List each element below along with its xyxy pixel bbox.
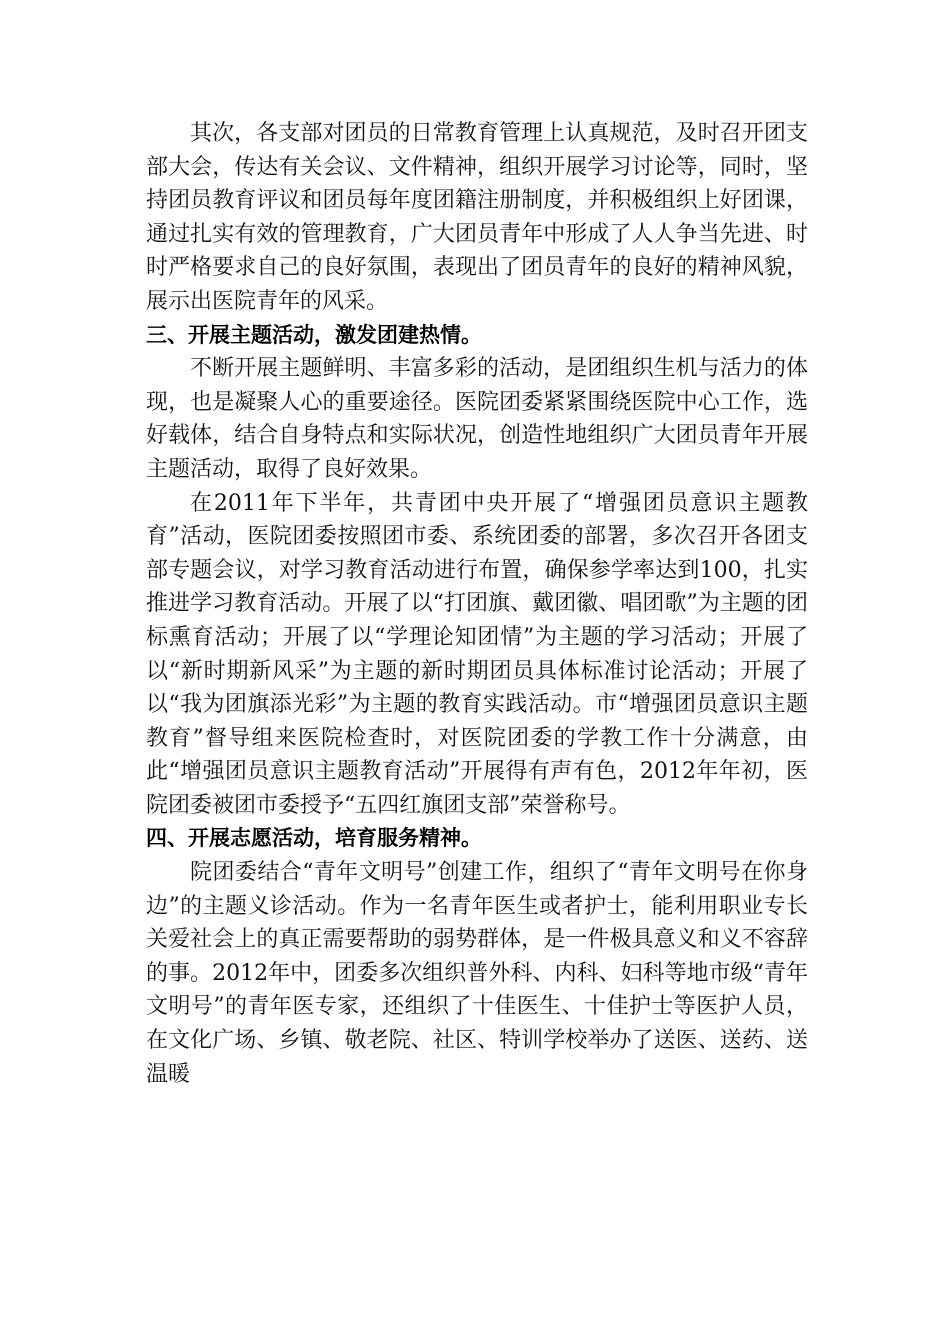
paragraph-2011-education: 在2011年下半年，共青团中央开展了“增强团员意识主题教育”活动，医院团委按照团市委、系统团委的部署，多次召开各团支部专题会议，对学习教育活动进行布置，确保参学率达到100，扎实推进学习教育活动。开展了以“打团旗、戴团徽、唱团歌”为主题的团标熏育活动；开展了以“学理论知团情”为主题的学习活动；开展了以“新时期新风采”为主题的新时期团员具体标准讨论活动；开展了以“我为团旗添光彩”为主题的教育实践活动。市“增强团员意识主题教育”督导组来医院检查时，对医院团委的学教工作十分满意，由此“增强团员意识主题教育活动”开展得有声有色，2012年年初，医院团委被团市委授予“五四红旗团支部”荣誉称号。 — [146, 490, 808, 818]
document-body — [146, 117, 808, 1091]
paragraph-volunteer: 院团委结合“青年文明号”创建工作，组织了“青年文明号在你身边”的主题义诊活动。作为一名青年医生或者护士，能利用职业专长关爱社会上的真正需要帮助的弱势群体，是一件极具意义和义不容辞的事。2012年中，团委多次组织普外科、内科、妇科等地市级“青年文明号”的青年医专家，还组织了十佳医生、十佳护士等医护人员，在文化广场、乡镇、敬老院、社区、特训学校举办了送医、送药、送温暖 — [146, 860, 808, 1087]
paragraph-management: 其次，各支部对团员的日常教育管理上认真规范，及时召开团支部大会，传达有关会议、文件精神，组织开展学习讨论等，同时，坚持团员教育评议和团员每年度团籍注册制度，并积极组织上好团课，通过扎实有效的管理教育，广大团员青年中形成了人人争当先进、时时严格要求自己的良好氛围，表现出了团员青年的良好的精神风貌，展示出医院青年的风采。 — [146, 121, 808, 314]
paragraph-theme-activities: 不断开展主题鲜明、丰富多彩的活动，是团组织生机与活力的体现，也是凝聚人心的重要途径。医院团委紧紧围绕医院中心工作，选好载体，结合自身特点和实际状况，创造性地组织广大团员青年开展主题活动，取得了良好效果。 — [146, 356, 808, 482]
section-heading-4: 四、开展志愿活动，培育服务精神。 — [146, 826, 482, 851]
section-heading-3: 三、开展主题活动，激发团建热情。 — [146, 322, 482, 347]
